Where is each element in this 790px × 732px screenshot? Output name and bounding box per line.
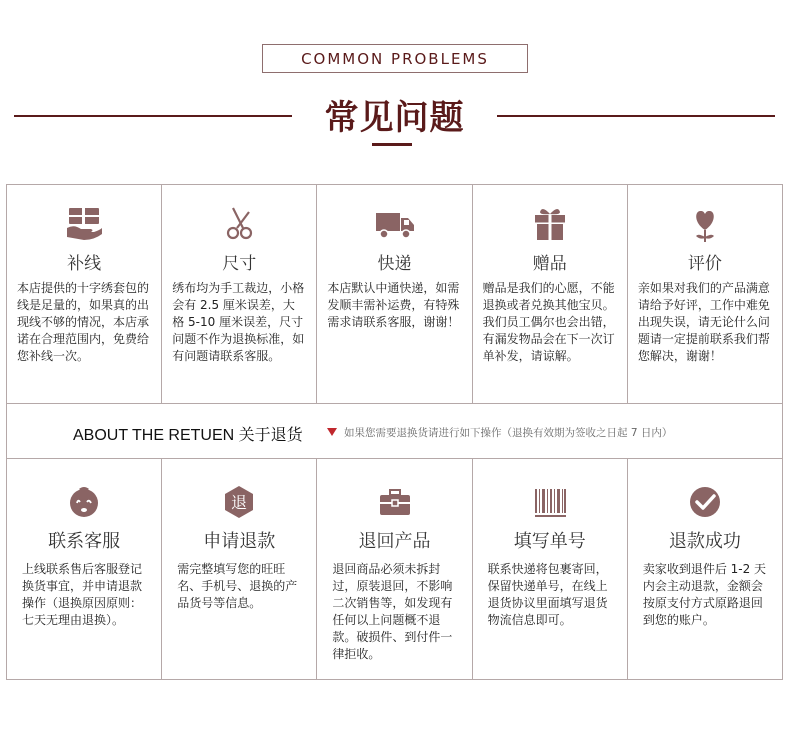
- english-title-box: [262, 44, 528, 73]
- return-step-title: 退回产品: [358, 531, 431, 552]
- checkmark-circle-icon: [688, 485, 722, 519]
- return-step-text: 退回商品必须未拆封过，原装退回，不影响二次销售等，如发现有任何以上问题概不退款。破损件、到付件一律拒收。: [332, 562, 453, 661]
- problem-text: 亲如果对我们的产品满意请给予好评，工作中难免出现失误，请无论什么问题请一定提前联系我们帮您解决，谢谢！: [637, 281, 770, 363]
- return-step-text: 联系快递将包裹寄回，保留快递单号，在线上退货协议里面填写退货物流信息即可。: [487, 562, 608, 627]
- problem-text: 本店提供的十字绣套包的线是足量的，如果真的出现线不够的情况，本店承诺在合理范围内，免费给您补线一次。: [17, 281, 150, 363]
- gift-box-icon: [530, 204, 570, 244]
- return-step-text: 需完整填写您的旺旺名、手机号、退换的产品货号等信息。: [177, 562, 298, 610]
- briefcase-icon: [378, 485, 412, 519]
- heart-flower-icon: [685, 204, 725, 244]
- return-step-refund-request: [161, 459, 316, 679]
- title-underline: [372, 143, 412, 146]
- problem-gift: [472, 185, 627, 403]
- customer-service-icon: [67, 485, 101, 519]
- divider-right: [497, 115, 775, 117]
- triangle-down-icon: [327, 428, 337, 436]
- return-note: 如果您需要退换货请进行如下操作（退换有效期为签收之日起 7 日内）: [344, 427, 673, 439]
- problem-title: 补线: [67, 254, 102, 274]
- problem-title: 快递: [377, 254, 412, 274]
- problem-title: 赠品: [532, 254, 567, 274]
- problem-title: 尺寸: [222, 254, 257, 274]
- problem-size: [161, 185, 316, 403]
- return-step-title: 联系客服: [48, 531, 121, 552]
- return-step-text: 卖家收到退件后 1-2 天内会主动退款，金额会按原支付方式原路退回到您的账户。: [642, 562, 767, 627]
- problem-text: 绣布均为手工裁边，小格会有 2.5 厘米误差，大格 5-10 厘米误差，尺寸问题不作为退换标准，如有问题请联系客服。: [172, 281, 305, 363]
- return-step-tracking: [472, 459, 627, 679]
- chinese-title: 常见问题: [324, 98, 465, 138]
- return-steps-grid: [6, 458, 783, 680]
- thread-spool-icon: [64, 204, 104, 244]
- divider-left: [14, 115, 292, 117]
- problem-delivery: [316, 185, 471, 403]
- return-step-text: 上线联系售后客服登记换货事宜，并申请退款操作（退换原因原则：七天无理由退换）。: [22, 562, 143, 627]
- return-step-title: 填写单号: [513, 531, 586, 552]
- delivery-truck-icon: [375, 204, 415, 244]
- problem-text: 赠品是我们的心愿，不能退换或者兑换其他宝贝。我们员工偶尔也会出错，有漏发物品会在下一次订单补发，请谅解。: [482, 281, 615, 363]
- problem-title: 评价: [687, 254, 722, 274]
- return-title: ABOUT THE RETUEN 关于退货: [73, 427, 303, 444]
- problem-review: [627, 185, 782, 403]
- return-step-refund-success: [627, 459, 782, 679]
- return-policy-bar: [6, 404, 783, 458]
- return-step-contact: [7, 459, 161, 679]
- scissors-icon: [219, 204, 259, 244]
- problem-thread: [7, 185, 161, 403]
- refund-icon-glyph: 退: [231, 493, 248, 512]
- return-step-send-back: [316, 459, 471, 679]
- return-step-title: 退款成功: [668, 531, 741, 552]
- common-problems-grid: [6, 184, 783, 404]
- return-step-title: 申请退款: [203, 531, 276, 552]
- english-title: COMMON PROBLEMS: [301, 49, 489, 68]
- refund-request-icon: [222, 485, 256, 519]
- barcode-icon: [533, 485, 567, 519]
- problem-text: 本店默认中通快递，如需发顺丰需补运费，有特殊需求请联系客服，谢谢！: [327, 281, 460, 329]
